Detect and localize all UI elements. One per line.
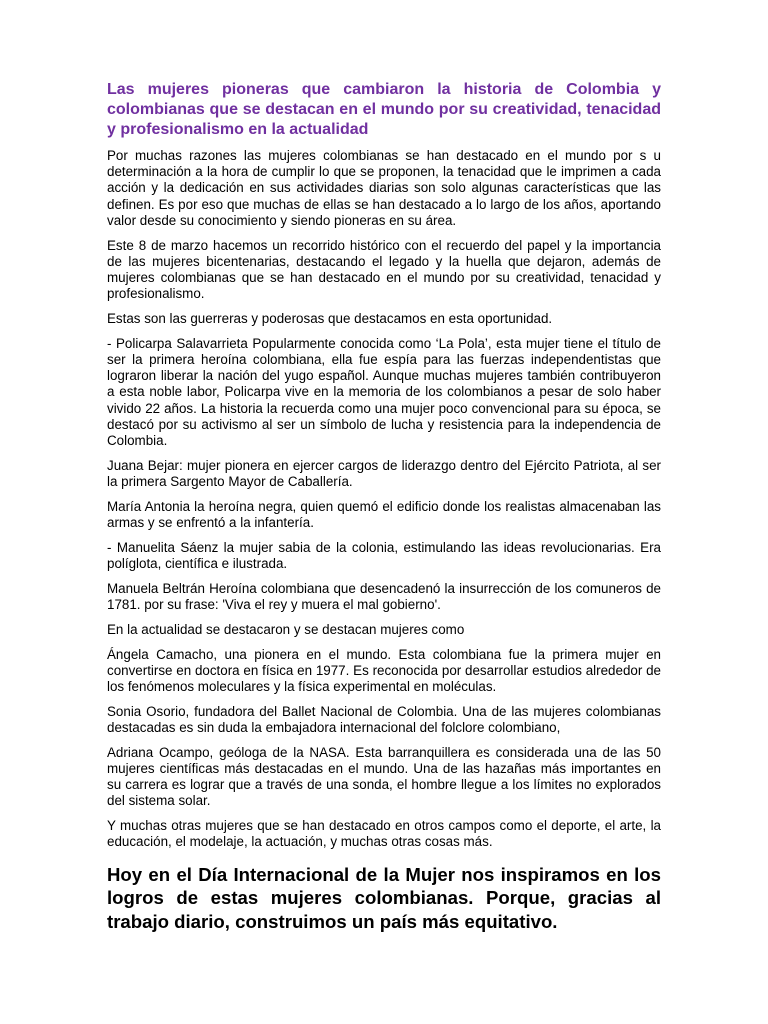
paragraph-manuela-beltran: Manuela Beltrán Heroína colombiana que desencadenó la insurrección de los comuneros de 1781. por su frase: 'Viva el rey y muera el mal gobierno'. bbox=[107, 580, 661, 613]
paragraph-other-women: Y muchas otras mujeres que se han destacado en otros campos como el deporte, el arte, la educación, el modelaje, la actuación, y muchas otras cosas más. bbox=[107, 818, 661, 850]
paragraph-juana-bejar: Juana Bejar: mujer pionera en ejercer cargos de liderazgo dentro del Ejército Patriota, al ser la primera Sargento Mayor de Caballería. bbox=[107, 457, 661, 490]
paragraph-intro: Por muchas razones las mujeres colombianas se han destacado en el mundo por s u determinación a la hora de cumplir lo que se proponen, la tenacidad que le imprimen a cada acción y la dedicación en sus actividades diarias son solo algunas características que las definen. Es por eso que muchas de ellas se han destacado a lo largo de los años, aportando valor desde su conocimiento y siendo pioneras en su área. bbox=[107, 148, 661, 228]
document-title: Las mujeres pioneras que cambiaron la historia de Colombia y colombianas que se destacan en el mundo por su creatividad, tenacidad y profesionalismo en la actualidad bbox=[107, 81, 661, 138]
paragraph-current-women: En la actualidad se destacaron y se destacan mujeres como bbox=[107, 621, 465, 637]
paragraph-warriors: Estas son las guerreras y poderosas que destacamos en esta oportunidad. bbox=[107, 311, 553, 327]
paragraph-manuelita-saenz: - Manuelita Sáenz la mujer sabia de la colonia, estimulando las ideas revolucionarias. Era políglota, científica e ilustrada. bbox=[107, 539, 661, 572]
paragraph-maria-antonia: María Antonia la heroína negra, quien quemó el edificio donde los realistas almacenaban las armas y se enfrentó a la infantería. bbox=[107, 498, 661, 531]
closing-statement: Hoy en el Día Internacional de la Mujer nos inspiramos en los logros de estas mujeres colombianas. Porque, gracias al trabajo diario, construimos un país más equitativo. bbox=[107, 863, 661, 932]
document-page bbox=[107, 80, 661, 933]
paragraph-adriana-ocampo: Adriana Ocampo, geóloga de la NASA. Esta barranquillera es considerada una de las 50 mujeres científicas más destacadas en el mundo. Una de las hazañas más importantes en su carrera es lograr que a través de una sonda, el hombre llegue a los límites no explorados del sistema solar. bbox=[107, 744, 661, 809]
paragraph-policarpa: - Policarpa Salavarrieta Popularmente conocida como ‘La Pola’, esta mujer tiene el título de ser la primera heroína colombiana, ella fue espía para las fuerzas independentistas que lograron liberar la nación del yugo español. Aunque muchas mujeres también contribuyeron a esta noble labor, Policarpa vive en la memoria de los colombianos a pesar de solo haber vivido 22 años. La historia la recuerda como una mujer poco convencional para su época, se destacó por su activismo al ser un símbolo de lucha y resistencia para la independencia de Colombia. bbox=[107, 335, 661, 449]
paragraph-march-8: Este 8 de marzo hacemos un recorrido histórico con el recuerdo del papel y la importancia de las mujeres bicentenarias, destacando el legado y la huella que dejaron, además de mujeres colombianas que se han destacado en el mundo por su creatividad, tenacidad y profesionalismo. bbox=[107, 237, 661, 302]
paragraph-angela-camacho: Ángela Camacho, una pionera en el mundo. Esta colombiana fue la primera mujer en convertirse en doctora en física en 1977. Es reconocida por desarrollar estudios alrededor de los fenómenos moleculares y la física experimental en moléculas. bbox=[107, 646, 661, 695]
paragraph-sonia-osorio: Sonia Osorio, fundadora del Ballet Nacional de Colombia. Una de las mujeres colombianas destacadas es sin duda la embajadora internacional del folclore colombiano, bbox=[107, 703, 661, 736]
